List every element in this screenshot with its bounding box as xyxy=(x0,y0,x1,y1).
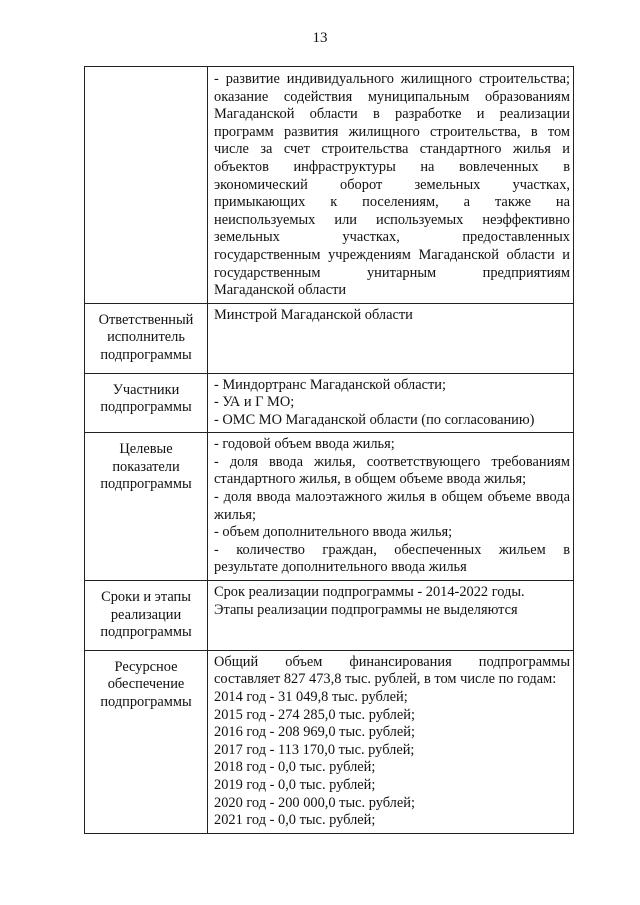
table-row xyxy=(85,303,574,373)
row-label-cell xyxy=(85,433,208,581)
row-content-line: - Миндортранс Магаданской области; xyxy=(214,376,446,393)
row-label-line: Целевые xyxy=(119,441,173,458)
row-content-line: государственным унитарным предприятиям xyxy=(214,264,570,281)
row-content-cell xyxy=(208,581,574,651)
table-row xyxy=(85,67,574,304)
row-label-cell xyxy=(85,303,208,373)
row-content-line: 2014 год - 31 049,8 тыс. рублей; xyxy=(214,689,408,705)
row-content-line: 2018 год - 0,0 тыс. рублей; xyxy=(214,759,376,776)
table-row xyxy=(85,581,574,651)
row-label-line: исполнитель xyxy=(107,329,185,346)
row-content-line: Общий объем финансирования подпрограммы xyxy=(214,653,570,670)
row-content-line: - количество граждан, обеспеченных жильем в xyxy=(214,541,570,558)
row-content-cell xyxy=(208,303,574,373)
row-content-cell xyxy=(208,650,574,833)
row-label-line: Ответственный xyxy=(98,311,194,328)
table-row xyxy=(85,373,574,433)
row-label-cell xyxy=(85,373,208,433)
row-content-line: Магаданской области xyxy=(214,282,347,299)
row-content-line: примыкающих к поселениям, а также на xyxy=(214,194,570,211)
row-content-line: 2019 год - 0,0 тыс. рублей; xyxy=(214,776,376,793)
row-label-line: подпрограммы xyxy=(100,624,192,641)
row-content-line: числе за счет строительства стандартного жилья и xyxy=(214,141,570,158)
row-content-line: Минстрой Магаданской области xyxy=(214,306,413,323)
subprogram-passport-table xyxy=(84,66,574,834)
row-content-line: - годовой объем ввода жилья; xyxy=(214,436,395,453)
row-content-line: 2015 год - 274 285,0 тыс. рублей; xyxy=(214,706,415,723)
row-content-line: - развитие индивидуального жилищного строительства; xyxy=(214,71,570,87)
row-label-line: подпрограммы xyxy=(100,476,192,493)
row-content-line: результате дополнительного ввода жилья xyxy=(214,559,467,576)
row-content-line: стандартного жилья, в общем объеме ввода жилья; xyxy=(214,471,527,488)
row-content-line: экономический оборот земельных участках, xyxy=(214,176,570,193)
row-content-line: 2016 год - 208 969,0 тыс. рублей; xyxy=(214,724,415,741)
row-content-line: - УА и Г МО; xyxy=(214,394,295,411)
passport-table-body xyxy=(85,67,574,834)
row-content-line: - доля ввода малоэтажного жилья в общем объеме ввода xyxy=(214,489,570,506)
row-label-line: подпрограммы xyxy=(100,694,192,710)
row-content-cell xyxy=(208,373,574,433)
row-label-line: Сроки и этапы xyxy=(101,589,191,606)
row-content-line: жилья; xyxy=(214,506,257,523)
row-content-line: 2021 год - 0,0 тыс. рублей; xyxy=(214,812,376,829)
row-content-line: Магаданской области в разработке и реализации xyxy=(214,106,570,123)
row-label-line: обеспечение xyxy=(107,676,185,693)
page-number: 13 xyxy=(312,30,328,46)
row-label-cell xyxy=(85,581,208,651)
row-content-line: неиспользуемых или используемых неэффективно xyxy=(214,211,570,228)
row-content-cell xyxy=(208,67,574,304)
row-label-cell xyxy=(85,67,208,304)
row-content-line: - доля ввода жилья, соответствующего требованиям xyxy=(214,453,570,470)
row-content-line: объектов инфраструктуры на вовлеченных в xyxy=(214,158,570,175)
row-label-cell xyxy=(85,650,208,833)
row-label-line: подпрограммы xyxy=(100,399,192,416)
row-label-line: Ресурсное xyxy=(114,658,178,675)
row-content-line: земельных участках, предоставленных xyxy=(214,229,570,246)
row-content-line: оказание содействия муниципальным образованиям xyxy=(214,88,570,105)
row-content-line: составляет 827 473,8 тыс. рублей, в том числе по годам: xyxy=(214,671,557,688)
row-content-line: программ развития жилищного строительства, в том xyxy=(214,123,570,140)
row-content-line: - объем дополнительного ввода жилья; xyxy=(214,524,453,541)
row-label-line: подпрограммы xyxy=(100,346,192,363)
row-content-cell xyxy=(208,433,574,581)
row-content-line: - ОМС МО Магаданской области (по согласованию) xyxy=(214,411,535,428)
row-label-line: Участники xyxy=(112,381,180,398)
row-label-line: реализации xyxy=(110,606,182,623)
row-content-line: 2017 год - 113 170,0 тыс. рублей; xyxy=(214,741,415,758)
row-content-line: 2020 год - 200 000,0 тыс. рублей; xyxy=(214,794,415,811)
row-content-line: Этапы реализации подпрограммы не выделяются xyxy=(214,601,518,618)
row-content-line: государственным учреждениям Магаданской области и xyxy=(214,246,570,263)
table-row xyxy=(85,650,574,833)
row-content-line: Срок реализации подпрограммы - 2014-2022 годы. xyxy=(214,584,525,601)
table-row xyxy=(85,433,574,581)
row-label-line: показатели xyxy=(112,458,180,475)
